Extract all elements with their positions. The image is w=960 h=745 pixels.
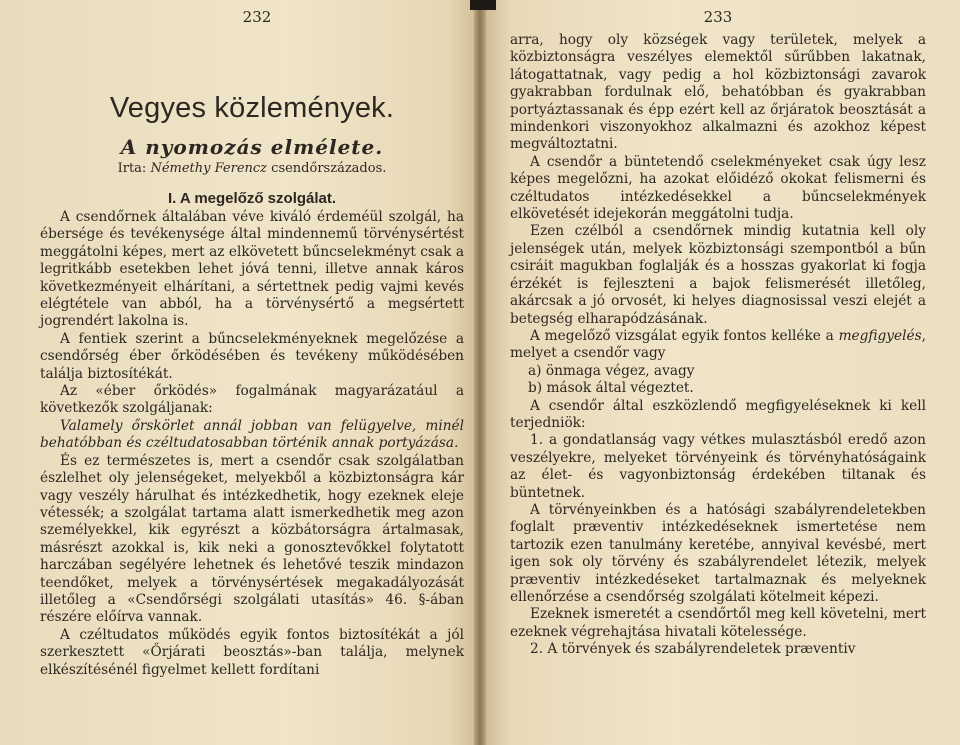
article-title: A nyomozás elmélete. — [120, 135, 384, 159]
author-role: csendőrszázados. — [267, 161, 387, 176]
paragraph: arra, hogy oly községek vagy területek, melyek a közbiztonságra veszélyes elemektől sűrűbben lakatnak, látogattatnak, vagy pedig a hol közbiztonsági zavarok gyakrabban fordulnak elő, behatóbban és gyakrabban portyáztassanak és épp ezért kell az őrjáratok beosztását a mindenkori viszonyokhoz alkalmazni és azokhoz képest megváltoztatni. — [510, 32, 926, 153]
section-heading: Vegyes közlemények. — [109, 92, 395, 124]
paragraph: Ezen czélból a csendőrnek mindig kutatnia kell oly jelenségek után, melyek közbiztonsági szempontból a bűn csiráit magukban foglalják és a hosszas gyakorlat ki fogja érzékét is fejleszteni a bajok felismerését illetőleg, akárcsak a jó orvosét, ki helyes diagnosissal veszi elejét a betegség elharapódzásának. — [510, 223, 926, 327]
page-number-right: 233 — [703, 8, 733, 26]
page-number-left: 232 — [242, 8, 272, 26]
paragraph: A csendőr a büntetendő cselekményeket csak úgy lesz képes megelőzni, ha azokat előidéző okokat felismerni és czéltudatos intézkedésekkel a bűncselekmények elkövetését idejekorán meggátolni tudja. — [510, 153, 926, 223]
paragraph: Az «éber őrködés» fogalmának magyarázatául a következők szolgáljanak: — [40, 383, 464, 417]
paragraph-text: , melyet a csendőr vagy — [510, 327, 926, 362]
right-page — [482, 0, 960, 745]
paragraph — [510, 328, 926, 363]
paragraph: És ez természetes is, mert a csendőr csak szolgálatban észlelhet oly jelenségeket, melyekből a közbiztonságra kár vagy veszély hárulhat és intézkedhetik, hogy ezeknek eleje vétessék; a szolgálat tartama alatt ismerkedhetik meg azon személyekkel, kik egyrészt a közbátorságra ártalmasak, másrészt azokkal is, kik neki a gonosztevőkkel folytatott harczában segélyére lehetnek és lehetővé teszik mindazon teendőket, melyek a törvénysértések megakadályozását illetőleg a «Csendőrségi szolgálati utasítás» 46. §-ában részére előírva vannak. — [40, 452, 464, 626]
paragraph: A törvényeinkben és a hatósági szabályrendeletekben foglalt præventiv intézkedéseknek ismertetése nem tartozik ezen tanulmány keretébe, annyival kevésbé, mert igen sok oly törvény és szabályrendelet létezik, melyek præventiv intézkedéseket tartalmaznak és melyeknek ellenőrzése a csendőrség szolgálati kötelmeit képezi. — [510, 501, 926, 605]
paragraph: A czéltudatos működés egyik fontos biztosítékát a jól szerkesztett «Őrjárati beosztás»-ban találja, melynek elkészítésénél figyelmet kellett fordítani — [40, 626, 464, 678]
left-page — [0, 0, 478, 745]
paragraph: A csendőr által eszközlendő megfigyeléseknek ki kell terjedniök: — [510, 397, 926, 431]
author-prefix: Irta: — [117, 161, 151, 176]
paragraph-text: A megelőző vizsgálat egyik fontos kelléke a — [530, 327, 839, 344]
paragraph: A csendőrnek általában véve kiváló érdeméül szolgál, ha ébersége és tevékenysége által mindennemű törvénysértést meggátolni képes, mert az elkövetett bűncselekményt csak a legritkább esetekben lehet jóvá tenni, illetve annak káros következményeit elhárítani, a sértettnek pedig vajmi kevés elégtétele van abból, ha a törvénysértő a megsértett jogrendért lakolna is. — [40, 209, 464, 330]
paragraph: Ezeknek ismeretét a csendőrtől meg kell követelni, mert ezeknek végrehajtása hivatali kötelessége. — [510, 606, 926, 640]
author-line — [40, 161, 464, 176]
emphasized-word: megfigyelés — [838, 327, 922, 344]
paragraph: A fentiek szerint a bűncselekményeknek megelőzése a csendőrség éber őrködésében és tevékeny működésében találja biztosítékát. — [40, 330, 464, 382]
book-gutter — [474, 0, 486, 745]
gutter-shadow — [470, 0, 496, 10]
author-name: Némethy Ferencz — [150, 161, 268, 176]
list-item: b) mások által végeztet. — [528, 380, 694, 397]
list-item: a) önmaga végez, avagy — [528, 362, 695, 379]
chapter-heading: I. A megelőző szolgálat. — [167, 190, 337, 207]
list-item: 2. A törvények és szabályrendeletek præventiv — [530, 641, 856, 658]
emphasized-paragraph: Valamely őrskörlet annál jobban van felügyelve, minél behatóbban és czéltudatosabban történik annak portyázása. — [40, 417, 464, 452]
list-item: 1. a gondatlanság vagy vétkes mulasztásból eredő azon veszélyekre, melyeket törvényeink és törvényhatóságaink az élet- és vagyonbiztonság érdekében tiltanak és büntetnek. — [510, 432, 926, 501]
